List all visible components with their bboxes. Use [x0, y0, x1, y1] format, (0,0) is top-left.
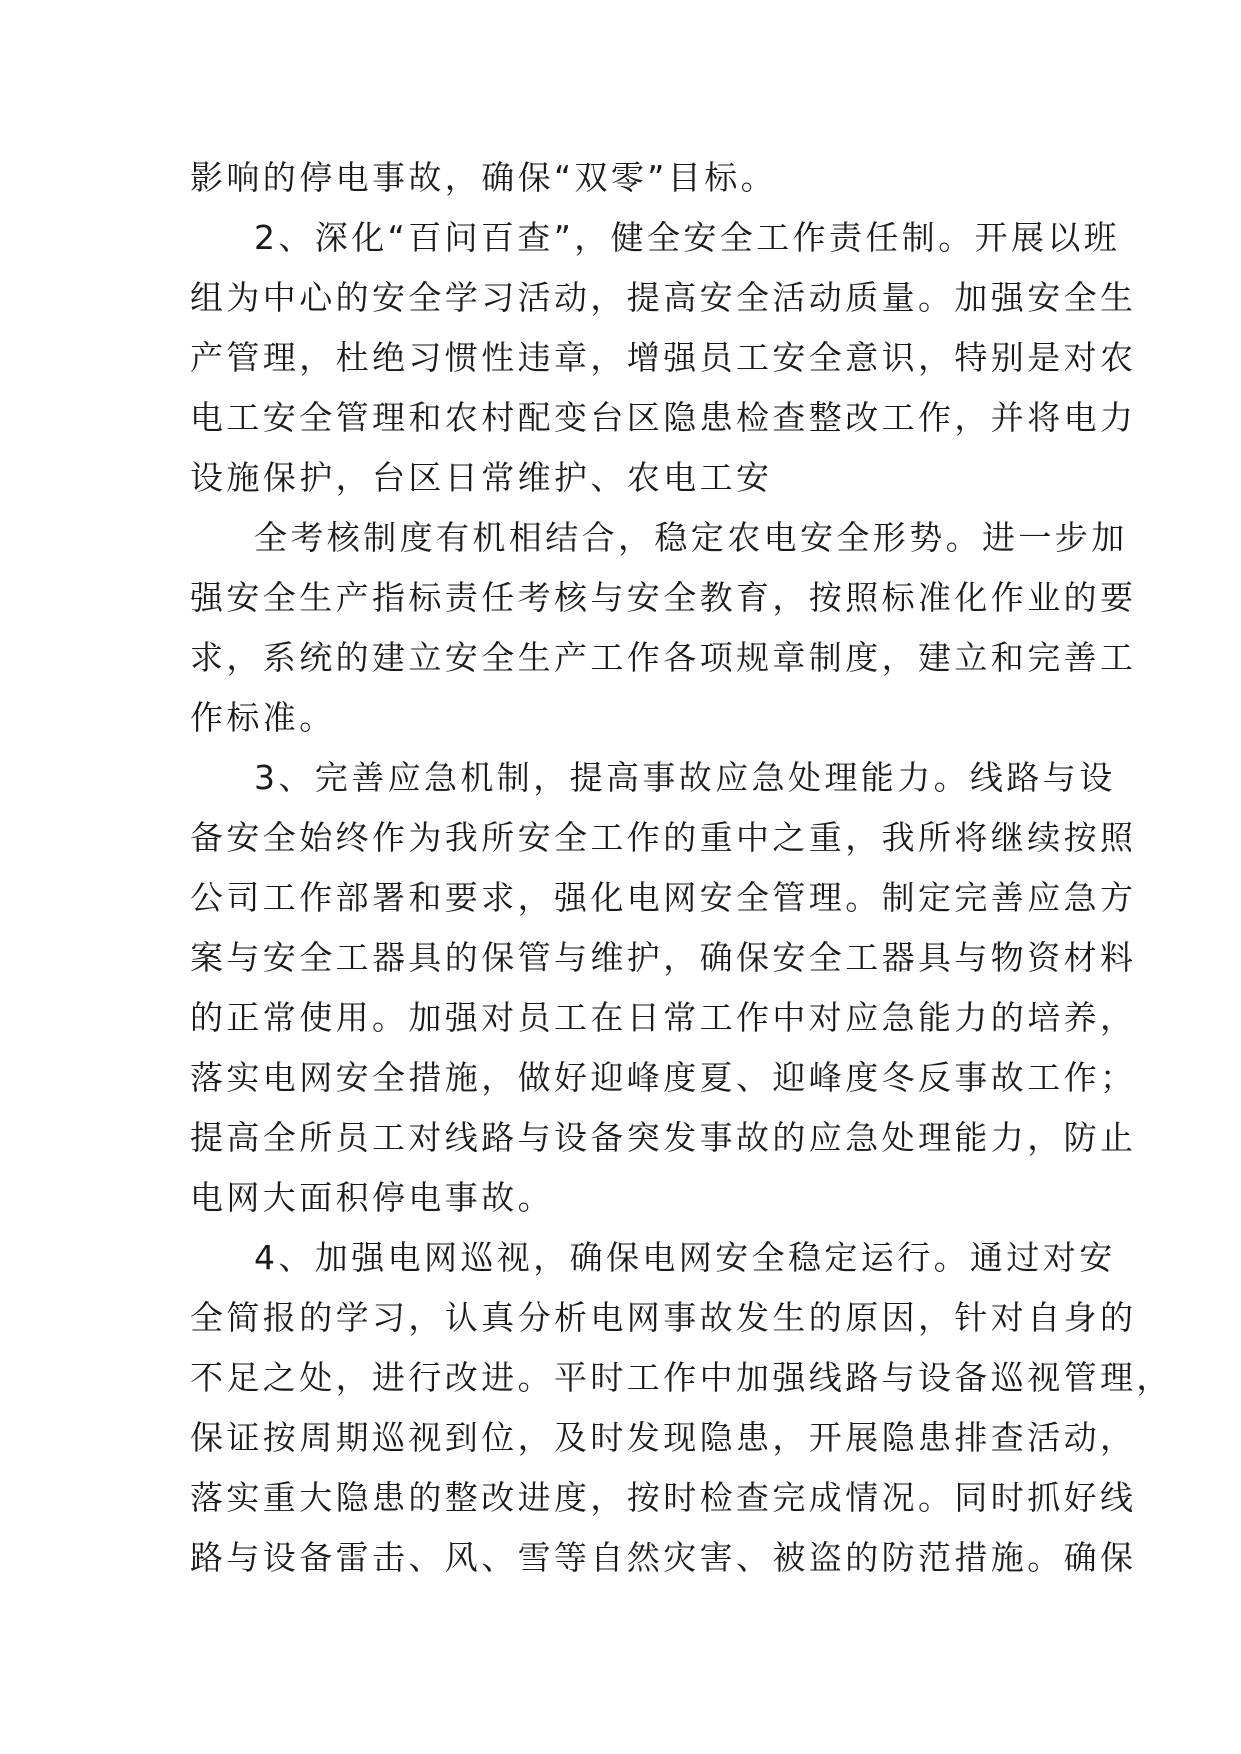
paragraph-start-line: 4、加强电网巡视，确保电网安全稳定运行。通过对安	[254, 1238, 1116, 1277]
paragraph-start-line: 2、深化“百问百查”，健全安全工作责任制。开展以班	[254, 218, 1121, 257]
text-line: 电工安全管理和农村配变台区隐患检查整改工作，并将电力	[190, 398, 1137, 437]
paragraph-start-line: 3、完善应急机制，提高事故应急处理能力。线路与设	[254, 758, 1116, 797]
text-line: 全简报的学习，认真分析电网事故发生的原因，针对自身的	[190, 1298, 1137, 1337]
paragraph-start-line: 全考核制度有机相结合，稳定农电安全形势。进一步加	[254, 518, 1128, 557]
text-line: 案与安全工器具的保管与维护，确保安全工器具与物资材料	[190, 938, 1137, 977]
text-line: 作标准。	[190, 698, 336, 737]
text-line: 产管理，杜绝习惯性违章，增强员工安全意识，特别是对农	[190, 338, 1137, 377]
text-line: 保证按周期巡视到位，及时发现隐患，开展隐患排查活动，	[190, 1418, 1137, 1457]
text-line: 设施保护，台区日常维护、农电工安	[190, 458, 773, 497]
text-line: 求，系统的建立安全生产工作各项规章制度，建立和完善工	[190, 638, 1137, 677]
text-line: 公司工作部署和要求，强化电网安全管理。制定完善应急方	[190, 878, 1137, 917]
text-line: 路与设备雷击、风、雪等自然灾害、被盗的防范措施。确保	[190, 1538, 1137, 1577]
text-line: 提高全所员工对线路与设备突发事故的应急处理能力，防止	[190, 1118, 1137, 1157]
document-body	[190, 148, 1173, 1588]
text-line: 强安全生产指标责任考核与安全教育，按照标准化作业的要	[190, 578, 1137, 617]
text-line: 电网大面积停电事故。	[190, 1178, 554, 1217]
text-line: 影响的停电事故，确保“双零”目标。	[190, 158, 777, 197]
text-line: 落实重大隐患的整改进度，按时检查完成情况。同时抓好线	[190, 1478, 1137, 1517]
text-line: 落实电网安全措施，做好迎峰度夏、迎峰度冬反事故工作；	[190, 1058, 1137, 1097]
text-line: 不足之处，进行改进。平时工作中加强线路与设备巡视管理，	[190, 1358, 1173, 1397]
text-line: 备安全始终作为我所安全工作的重中之重，我所将继续按照	[190, 818, 1137, 857]
text-line: 的正常使用。加强对员工在日常工作中对应急能力的培养，	[190, 998, 1137, 1037]
text-line: 组为中心的安全学习活动，提高安全活动质量。加强安全生	[190, 278, 1137, 317]
